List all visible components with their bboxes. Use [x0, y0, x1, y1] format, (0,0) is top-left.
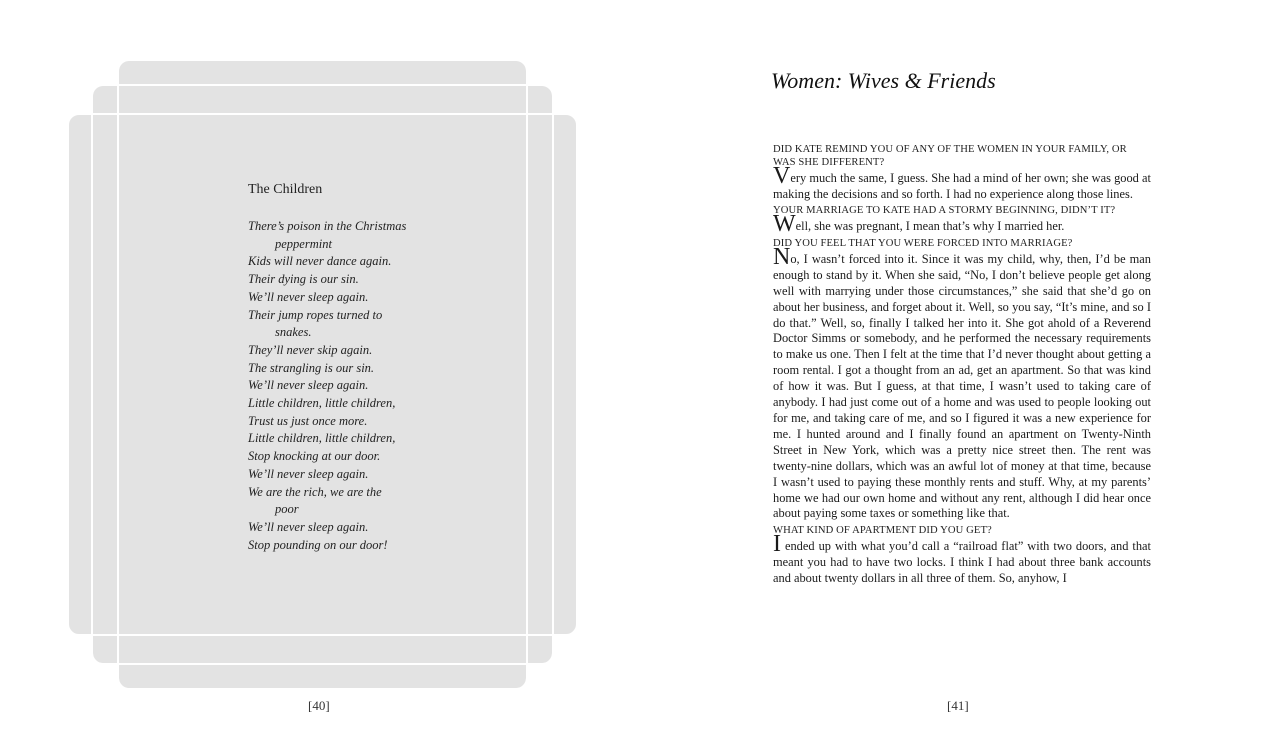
page-number-left: [40] — [308, 698, 330, 713]
poem-line: There’s poison in the Christmas — [248, 219, 407, 233]
chapter-title: Women: Wives & Friends — [771, 68, 996, 93]
interview-text — [773, 144, 1151, 590]
answer-text: o, I wasn’t forced into it. Since it was my child, why, then, I’d be man enough to stand by it. When she said, “No, I don’t believe people get along well with marrying under those circumstances,” she said that she’d go on about her business, and forget about it. Well, so you say, “It’s mine, and so I do that.” Well, so, finally I talked her into it. She got ahold of a Reverend Doctor Simms or somebody, and he performed the necessary requirements to make us one. Then I felt at the time that I’d never thought about getting a room rental. I got a thought from an ad, get an apartment. So that was kind of how it was. But I guess, at that time, I wasn’t used to taking care of anybody. I had just come out of a home and was used to people looking out for me, and taking care of me, and so I figured it was a new experience for me. I hunted around and I finally found an apartment on Twenty-Ninth Street in New York, which was a pretty nice street then. The rent was twenty-nine dollars, which was an awful lot of money at that time, because I wasn’t used to paying these monthly rents and stuff. Why, at my parents’ home we had our own home and without any rent, although I did hear once about paying some taxes or something like that. — [773, 251, 1151, 521]
poem-line: snakes. — [275, 325, 312, 340]
question: YOUR MARRIAGE TO KATE HAD A STORMY BEGINNING, DIDN’T IT? — [773, 205, 1116, 217]
question: DID KATE REMIND YOU OF ANY OF THE WOMEN IN YOUR FAMILY, OR WAS SHE DIFFERENT? — [773, 144, 1127, 168]
poem-title: The Children — [248, 182, 323, 197]
answer — [773, 162, 1151, 203]
poem-line: Little children, little children, — [248, 396, 396, 411]
poem-line: peppermint — [275, 236, 332, 251]
poem — [248, 182, 508, 554]
poem-line: poor — [275, 502, 299, 517]
drop-cap: V — [773, 162, 791, 189]
poem-line: Stop knocking at our door. — [248, 449, 381, 464]
poem-line: Little children, little children, — [248, 431, 396, 446]
poem-line: We’ll never sleep again. — [248, 466, 369, 481]
poem-line: Their dying is our sin. — [248, 272, 359, 287]
answer-text: ell, she was pregnant, I mean that’s why I married her. — [795, 219, 1065, 234]
poem-line: We’ll never sleep again. — [248, 519, 369, 534]
poem-line: The strangling is our sin. — [248, 360, 375, 375]
drop-cap: I — [773, 531, 781, 558]
poem-line: They’ll never skip again. — [248, 342, 373, 357]
drop-cap: N — [773, 243, 791, 270]
page-number-right: [41] — [947, 698, 969, 713]
poem-line: We’ll never sleep again. — [248, 289, 369, 304]
poem-line: Stop pounding on our door! — [248, 537, 388, 552]
poem-line: Kids will never dance again. — [248, 254, 392, 269]
question: DID YOU FEEL THAT YOU WERE FORCED INTO MARRIAGE? — [773, 238, 1073, 250]
right-page — [640, 0, 1280, 747]
poem-lines — [248, 218, 508, 554]
poem-line: We are the rich, we are the — [248, 484, 382, 499]
answer-text: ended up with what you’d call a “railroad flat” with two doors, and that meant you had to have two locks. I think I had about three bank accounts and about twenty dollars in all three of them. So, anyhow, I — [773, 539, 1151, 585]
question: WHAT KIND OF APARTMENT DID YOU GET? — [773, 525, 992, 537]
poem-line: Trust us just once more. — [248, 413, 368, 428]
answer-text: ery much the same, I guess. She had a mind of her own; she was good at making the decisions and so forth. I had no experience along those lines. — [773, 170, 1151, 201]
poem-line: Their jump ropes turned to — [248, 307, 383, 322]
drop-cap: W — [773, 211, 796, 238]
poem-line: We’ll never sleep again. — [248, 378, 369, 393]
